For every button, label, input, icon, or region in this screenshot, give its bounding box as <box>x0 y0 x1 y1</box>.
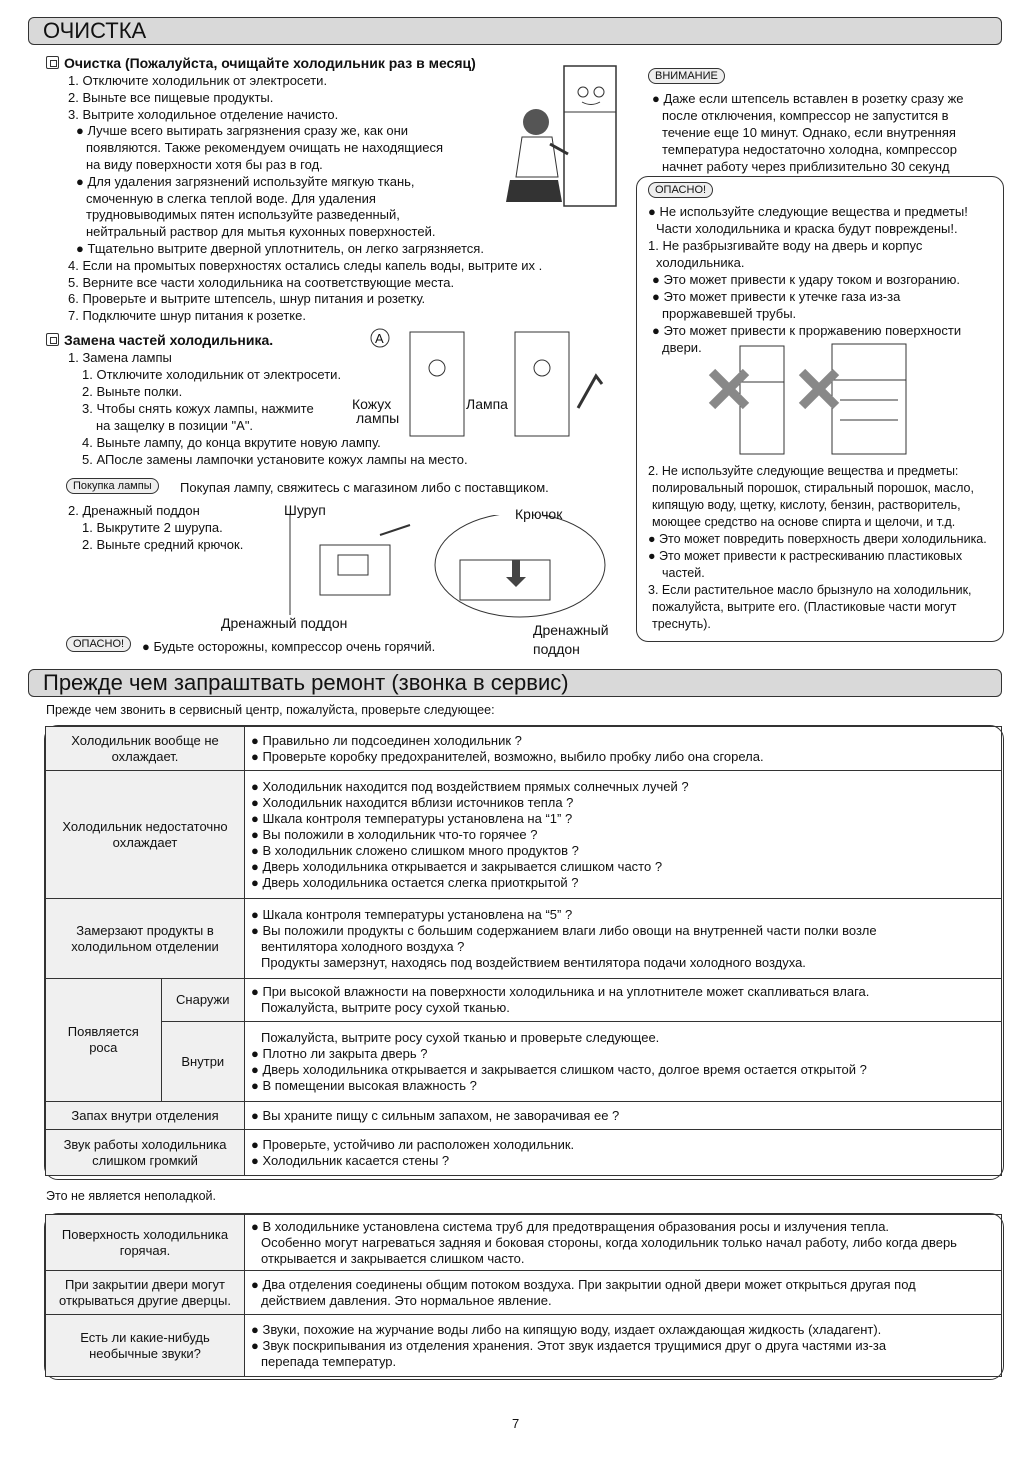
no-water-illustration <box>684 340 914 460</box>
woman-body <box>516 137 558 177</box>
text-line: 3. Если растительное масло брызнуло на холодильник, <box>648 583 972 597</box>
cleaning-illustration <box>502 62 622 212</box>
text-line: треснуть). <box>652 617 711 631</box>
cell-line: Особенно могут нагреваться задняя и боковая стороны, когда холодильник только начал работу, либо когда дверь <box>261 1234 957 1250</box>
label-tray: Дренажный поддон <box>221 615 348 631</box>
text-line: пожалуйста, вытрите его. (Пластиковые части могут <box>652 600 957 614</box>
attention-tag: ВНИМАНИЕ <box>648 68 725 84</box>
text-line: 2. Выньте средний крючок. <box>82 537 244 552</box>
cell-line: перепада температур. <box>261 1353 397 1369</box>
cell-line: ● Плотно ли закрыта дверь ? <box>251 1045 428 1061</box>
text-line: проржавевшей трубы. <box>662 306 797 321</box>
table-row <box>46 1215 1002 1271</box>
label-lamp: Лампа <box>466 396 508 412</box>
woman-skirt <box>506 180 562 202</box>
table-row <box>46 1022 1002 1102</box>
danger-compressor-text: ● Будьте осторожны, компрессор очень горячий. <box>142 639 436 654</box>
section-header-service <box>28 669 1002 697</box>
label-screw: Шуруп <box>284 502 326 518</box>
cell-line: ● Проверьте коробку предохранителей, возможно, выбило пробку либо она сгорела. <box>251 748 764 764</box>
text-line: кипящую воду, щетку, кислоту, бензин, растворитель, <box>652 498 961 512</box>
text-line: 3. Вытрите холодильное отделение начисто. <box>68 106 339 122</box>
text-line: 2. Выньте полки. <box>82 384 183 399</box>
text-line: ● Это может повредить поверхность двери холодильника. <box>648 532 987 546</box>
fridge-shape <box>564 66 616 206</box>
cross-icon <box>802 372 836 406</box>
text-line: после отключения, компрессор не запустится в <box>662 108 949 123</box>
cleaning-title-text: Очистка (Пожалуйста, очищайте холодильник раз в месяц) <box>64 55 476 71</box>
row-label: Снаружи <box>176 992 230 1007</box>
text-line: 1. Выкрутите 2 шурупа. <box>82 520 223 535</box>
danger-tag-small: ОПАСНО! <box>66 636 131 652</box>
text-line: смоченную в слегка теплой воде. Для удаления <box>86 190 376 206</box>
text-line: 4. Если на промытых поверхностях остались следы капель воды, вытрите их . <box>68 257 543 273</box>
cell-line: ● В холодильнике установлена система труб для предотвращения образования росы и излучения тепла. <box>251 1218 890 1234</box>
row-label: Появляется роса <box>67 1024 139 1055</box>
table-row <box>46 1102 1002 1130</box>
text-line: 4. Выньте лампу, до конца вкрутите новую лампу. <box>82 435 381 450</box>
fridge-open <box>832 344 906 454</box>
row-label: При закрытии двери могут открываться другие дверцы. <box>59 1276 231 1308</box>
cleaning-title <box>46 55 476 72</box>
text-line: 1. Замена лампы <box>68 350 172 365</box>
text-line: ● Это может привести к проржавению поверхности <box>652 323 962 338</box>
text-line: нейтральный раствор для мытья кухонных поверхностей. <box>86 224 436 240</box>
table-row <box>46 1130 1002 1176</box>
cell-line: действием давления. Это нормальное явление. <box>261 1292 552 1308</box>
not-fault-label: Это не является неполадкой. <box>46 1189 216 1203</box>
table-row <box>46 1271 1002 1315</box>
section-header-cleaning <box>28 17 1002 45</box>
label-cover-2: лампы <box>356 410 400 426</box>
text-line: ● Для удаления загрязнений используйте мягкую ткань, <box>76 173 415 189</box>
text-line: 7. Подключите шнур питания к розетке. <box>68 308 306 324</box>
text-line: Части холодильника и краска будут повреждены!. <box>656 221 958 236</box>
text-line: ● Тщательно вытрите дверной уплотнитель, он легко загрязняется. <box>76 241 484 256</box>
cell-line: ● Дверь холодильника открывается и закрывается слишком часто ? <box>251 858 663 874</box>
not-fault-table <box>45 1214 1002 1377</box>
row-label: Холодильник недостаточно охлаждает <box>62 818 228 850</box>
cell-line: ● Шкала контроля температуры установлена на “1” ? <box>251 810 573 826</box>
text-line: моющее средство на основе спирта и щелочи, и т.д. <box>652 515 956 529</box>
row-label: Запах внутри отделения <box>71 1107 219 1123</box>
replace-title <box>46 332 273 349</box>
cell-line: ● Дверь холодильника остается слегка приоткрытой ? <box>251 874 579 890</box>
arrow-icon <box>578 376 602 408</box>
text-line: ● Лучше всего вытирать загрязнения сразу же, как они <box>76 123 409 139</box>
text-line: двери. <box>662 340 702 355</box>
text-line: холодильника. <box>656 255 745 270</box>
text-line: 6. Проверьте и вытрите штепсель, шнур питания и розетку. <box>68 291 426 307</box>
table-row <box>46 1315 1002 1377</box>
text-line: 1. Отключите холодильник от электросети. <box>68 73 328 88</box>
text-line: появляются. Также рекомендуем очищать не находящиеся <box>86 140 444 156</box>
cell-line: вентилятора холодного воздуха ? <box>261 938 465 954</box>
text-line: течение еще 10 минут. Однако, если внутренняя <box>662 125 956 140</box>
square-bullet-icon <box>46 56 59 69</box>
cell-line: ● Холодильник находится вблизи источников тепла ? <box>251 794 574 810</box>
label-hook: Крючок <box>515 506 563 522</box>
cell-line: ● Звук поскрипывания из отделения хранения. Этот звук издается трущимися друг о друга частями из-за <box>251 1337 887 1353</box>
square-bullet-icon <box>46 333 59 346</box>
row-label: Есть ли какие-нибудь необычные звуки? <box>80 1329 210 1361</box>
lamp-housing-1 <box>410 332 464 436</box>
cell-line: ● Холодильник касается стены ? <box>251 1152 450 1168</box>
text-line: 2. Выньте все пищевые продукты. <box>68 89 274 105</box>
lamp-illustration <box>370 328 620 440</box>
table-row <box>46 979 1002 1022</box>
cell-line: ● При высокой влажности на поверхности холодильника и на уплотнителе может скапливаться влага. <box>251 984 870 999</box>
cell-line: ● Холодильник находится под воздействием прямых солнечных лучей ? <box>251 778 689 794</box>
text-line: 2. Дренажный поддон <box>68 503 200 518</box>
cell-line: ● В помещении высокая влажность ? <box>251 1077 477 1093</box>
cell-line: ● Звуки, похожие на журчание воды либо на кипящую воду, издает охлаждающая жидкость (хладагент). <box>251 1321 882 1337</box>
row-label: Поверхность холодильника горячая. <box>61 1226 229 1258</box>
buy-lamp-text: Покупая лампу, свяжитесь с магазином либо с поставщиком. <box>180 480 549 495</box>
text-line: ● Даже если штепсель вставлен в розетку сразу же <box>652 91 964 106</box>
page-number: 7 <box>512 1416 520 1431</box>
text-line: трудновыводимых пятен используйте разведенный, <box>86 207 400 223</box>
cell-line: Пожалуйста, вытрите росу сухой тканью и проверьте следующее. <box>261 1029 660 1045</box>
troubleshoot-table <box>45 726 1002 1176</box>
section-title: ОЧИСТКА <box>43 18 147 43</box>
cell-line: Продукты замерзнут, находясь под воздействием вентилятора подачи холодного воздуха. <box>261 954 806 970</box>
text-line: полировальный порошок, стиральный порошок, масло, <box>652 481 974 495</box>
text-line: на виду поверхности хотя бы раз в год. <box>86 157 323 172</box>
label-tray-2b: поддон <box>533 641 580 657</box>
danger-tag: ОПАСНО! <box>648 182 713 198</box>
lamp-housing-2 <box>515 332 569 436</box>
buy-lamp-tag: Покупка лампы <box>66 478 159 494</box>
cell-line: ● Вы положили в холодильник что-то горячее ? <box>251 826 538 842</box>
text-line: 1. Отключите холодильник от электросети. <box>82 367 342 382</box>
text-line: 2. Не используйте следующие вещества и предметы: <box>648 464 959 478</box>
cell-line: ● Вы храните пищу с сильным запахом, не заворачивая ее ? <box>251 1107 620 1123</box>
row-label: Холодильник вообще не охлаждает. <box>71 732 219 764</box>
text-line: ● Это может привести к утечке газа из-за <box>652 289 901 304</box>
fridge-closed <box>740 346 784 454</box>
text-line: на защелку в позиции "А". <box>96 418 254 433</box>
table-row <box>46 727 1002 771</box>
label-a: A <box>375 331 384 346</box>
cell-line: Пожалуйста, вытрите росу сухой тканью. <box>261 1000 510 1015</box>
label-tray-2a: Дренажный <box>533 622 609 638</box>
text-line: 5. Верните все части холодильника на соответствующие места. <box>68 274 455 290</box>
woman-head <box>523 109 549 135</box>
text-line: 1. Не разбрызгивайте воду на дверь и корпус <box>648 238 923 253</box>
replace-title-text: Замена частей холодильника. <box>64 332 274 348</box>
cell-line: ● Два отделения соединены общим потоком воздуха. При закрытии одной двери может открыться другая под <box>251 1276 916 1292</box>
cell-line: ● Правильно ли подсоединен холодильник ? <box>251 732 522 748</box>
cell-line: ● Дверь холодильника открывается и закрывается слишком часто, долгое время остается открытой ? <box>251 1061 867 1077</box>
table-row <box>46 899 1002 979</box>
text-line: частей. <box>662 566 705 580</box>
text-line: начнет работу через приблизительно 30 секунд <box>662 159 950 174</box>
text-line: ● Это может привести к удару током и возгоранию. <box>652 272 961 287</box>
section-title: Прежде чем запраштвать ремонт (звонка в сервис) <box>43 670 569 695</box>
text-line: ● Не используйте следующие вещества и предметы! <box>648 204 968 219</box>
cell-line: ● Вы положили продукты с большим содержанием влаги либо овощи на внутренней части полки возле <box>251 922 877 938</box>
tray-box <box>320 545 390 595</box>
text-line: ● Это может привести к растрескиванию пластиковых <box>648 549 963 563</box>
text-line: 5. АПосле замены лампочки установите кожух лампы на место. <box>82 452 468 467</box>
cell-line: ● Проверьте, устойчиво ли расположен холодильник. <box>251 1136 575 1152</box>
table-row <box>46 771 1002 899</box>
text-line: температура недостаточно холодна, компрессор <box>662 142 957 157</box>
text-line: 3. Чтобы снять кожух лампы, нажмите <box>82 401 314 416</box>
cell-line: открывается и закрывается слишком часто. <box>261 1250 525 1266</box>
label-cover-1: Кожух <box>352 396 392 412</box>
cell-line: ● В холодильник сложено слишком много продуктов ? <box>251 842 579 858</box>
cell-line: ● Шкала контроля температуры установлена на “5” ? <box>251 906 573 922</box>
row-label: Звук работы холодильника слишком громкий <box>63 1136 227 1168</box>
row-label: Замерзают продукты в холодильном отделении <box>71 922 219 954</box>
row-label: Внутри <box>181 1053 225 1069</box>
service-intro: Прежде чем звонить в сервисный центр, пожалуйста, проверьте следующее: <box>46 703 495 717</box>
